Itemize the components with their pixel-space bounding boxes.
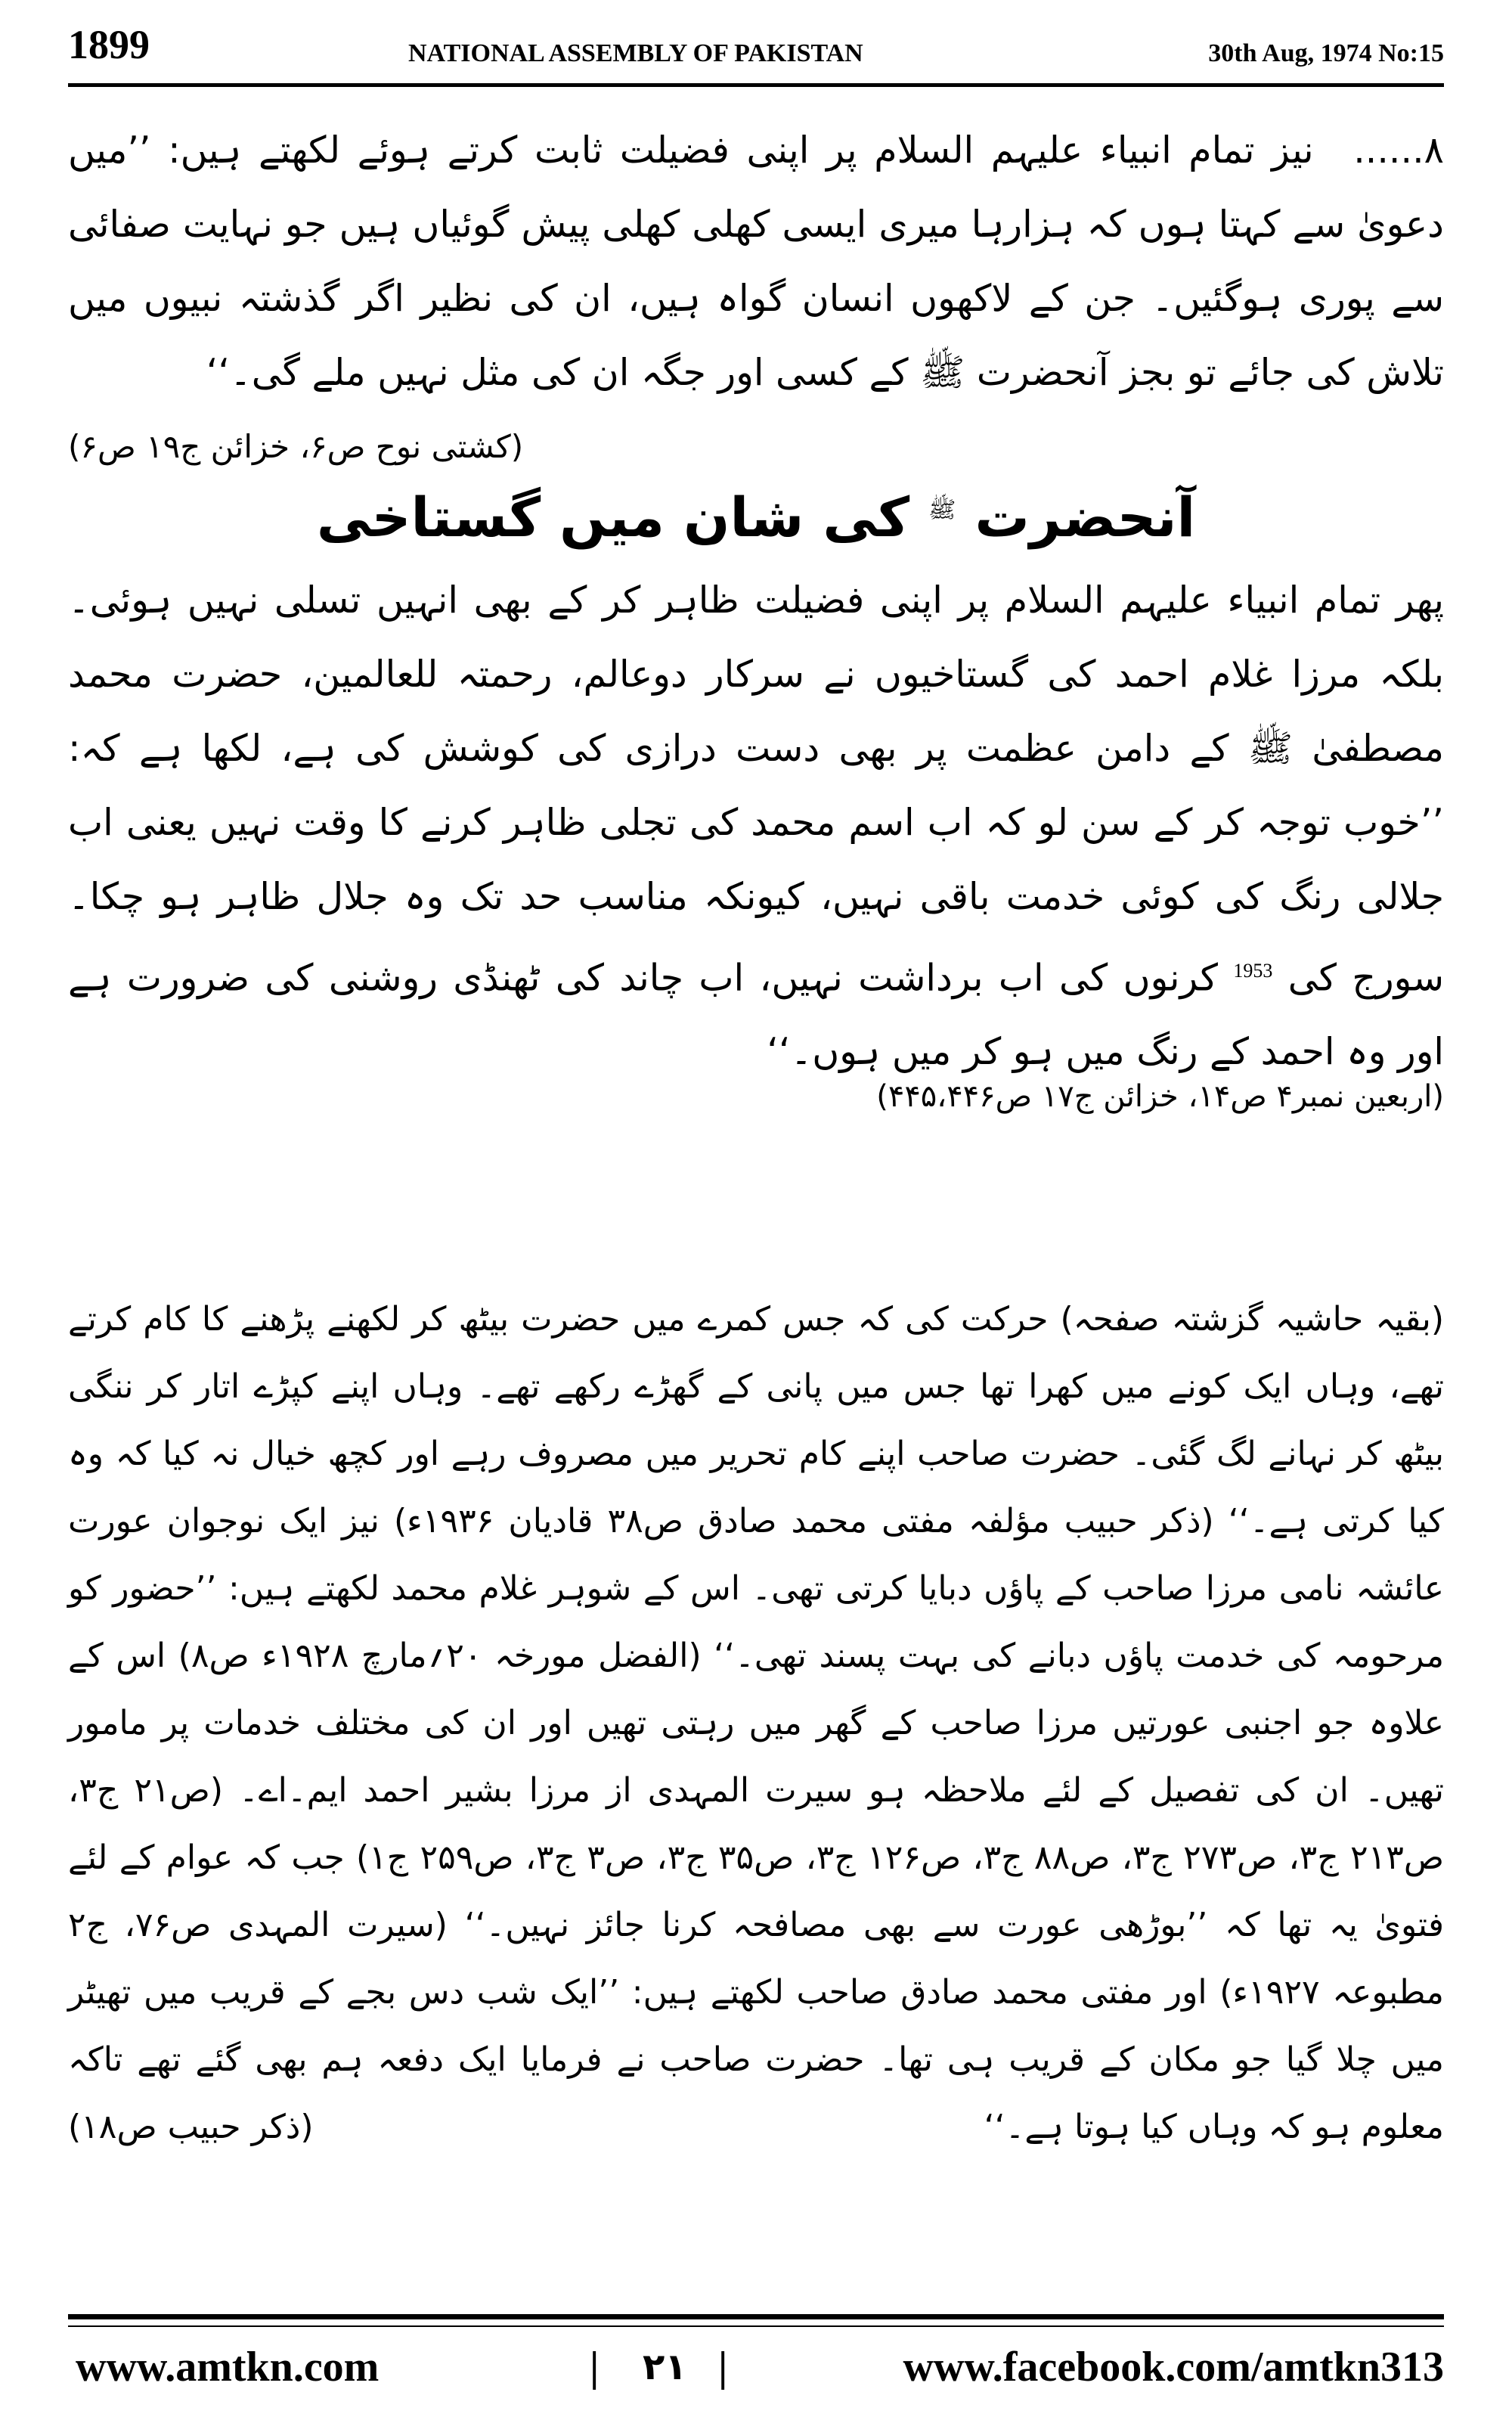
- honorific-glyph: ﷺ: [928, 497, 956, 523]
- paragraph-2: [68, 563, 1444, 1089]
- footer-separator: |: [718, 2344, 728, 2391]
- paragraph-2-reference: (اربعین نمبر۴ ص۱۴، خزائن ج۱۷ ص۴۴۵،۴۴۶): [876, 1079, 1444, 1114]
- footnote-paragraph: [68, 1286, 1444, 2161]
- section-heading: [68, 469, 1444, 559]
- header-title: NATIONAL ASSEMBLY OF PAKISTAN: [408, 39, 863, 67]
- footnote-reference: (ذکر حبیب ص۱۸): [68, 2108, 314, 2146]
- footer-separator: |: [590, 2344, 600, 2391]
- footer-rule-thin: [68, 2325, 1444, 2327]
- paragraph-2-text-a: پھر تمام انبیاء علیہم السلام پر اپنی فضیلت ظاہر کر کے بھی انہیں تسلی نہیں ہوئی۔ بلکہ مرزا غلام احمد کی گستاخیوں نے سرکار دوعالم، رحمتہ للعالمین، حضرت محمد مصطفیٰ ﷺ کے دامن عظمت پر بھی دست درازی کی کوشش کی ہے، لکھا ہے کہ: ’’خوب توجہ کر کے سن لو کہ اب اسم محمد کی تجلی ظاہر کرنے کا وقت نہیں یعنی اب جلالی رنگ کی کوئی خدمت باقی نہیں، کیونکہ مناسب حد تک وہ جلال ظاہر ہو چکا۔ سورج کی: [68, 579, 1445, 1000]
- paragraph-1-number: ۸......: [1353, 129, 1444, 172]
- page-footer: [68, 2337, 1444, 2397]
- page-header: [68, 21, 1444, 74]
- footer-rule-thick: [68, 2314, 1444, 2319]
- footnote-text: (بقیہ حاشیہ گزشتہ صفحہ) حرکت کی کہ جس کمرے میں حضرت بیٹھ کر لکھنے پڑھنے کا کام کرتے تھے، وہاں ایک کونے میں کھرا تھا جس میں پانی کے گھڑے رکھے تھے۔ وہاں اپنے کپڑے اتار کر ننگی بیٹھ کر نہانے لگ گئی۔ حضرت صاحب اپنے کام تحریر میں مصروف رہے اور کچھ خیال نہ کیا کہ وہ کیا کرتی ہے۔‘‘ (ذکر حبیب مؤلفہ مفتی محمد صادق ص۳۸ قادیان ۱۹۳۶ء) نیز ایک نوجوان عورت عائشہ نامی مرزا صاحب کے پاؤں دبایا کرتی تھی۔ اس کے شوہر غلام محمد لکھتے ہیں: ’’حضور کو مرحومہ کی خدمت پاؤں دبانے کی بہت پسند تھی۔‘‘ (الفضل مورخہ ۲۰؍مارچ ۱۹۲۸ء ص۸) اس کے علاوہ جو اجنبی عورتیں مرزا صاحب کے گھر میں رہتی تھیں اور ان کی مختلف خدمات پر مامور تھیں۔ ان کی تفصیل کے لئے ملاحظہ ہو سیرت المہدی از مرزا بشیر احمد ایم۔اے۔ (ص۲۱ ج۳، ص۲۱۳ ج۳، ص۲۷۳ ج۳، ص۸۸ ج۳، ص۱۲۶ ج۳، ص۳۵ ج۳، ص۳ ج۳، ص۲۵۹ ج۱) جب کہ عوام کے لئے فتویٰ یہ تھا کہ ’’بوڑھی عورت سے بھی مصافحہ کرنا جائز نہیں۔‘‘ (سیرت المہدی ص۷۶، ج۲ مطبوعہ ۱۹۲۷ء) اور مفتی محمد صادق صاحب لکھتے ہیں: ’’ایک شب دس بجے کے قریب میں تھیٹر میں چلا گیا جو مکان کے قریب ہی تھا۔ حضرت صاحب نے فرمایا ایک دفعہ ہم بھی گئے تھے تاکہ معلوم ہو کہ وہاں کیا ہوتا ہے۔‘‘: [68, 1300, 1445, 2146]
- paragraph-2-text-b: کرنوں کی اب برداشت نہیں، اب چاند کی ٹھنڈی روشنی کی ضرورت ہے اور وہ احمد کے رنگ میں ہو کر میں ہوں۔‘‘: [68, 956, 1444, 1074]
- heading-text-end: کی شان میں گستاخی: [316, 486, 910, 549]
- paragraph-1-text: نیز تمام انبیاء علیہم السلام پر اپنی فضیلت ثابت کرتے ہوئے لکھتے ہیں: ’’میں دعویٰ سے کہتا ہوں کہ ہزارہا میری ایسی کھلی کھلی پیش گوئیاں ہیں جو نہایت صفائی سے پوری ہوگئیں۔ جن کے لاکھوں انسان گواہ ہیں، ان کی نظیر اگر گذشتہ نبیوں میں تلاش کی جائے تو بجز آنحضرت ﷺ کے کسی اور جگہ ان کی مثل نہیں ملے گی۔‘‘: [68, 129, 1444, 394]
- paragraph-1: [68, 113, 1444, 484]
- footnote-marker: 1953: [1233, 960, 1273, 982]
- header-date-number: 30th Aug, 1974 No:15: [1208, 39, 1444, 67]
- footer-website-link[interactable]: www.amtkn.com: [76, 2344, 380, 2391]
- footer-facebook-link[interactable]: www.facebook.com/amtkn313: [903, 2344, 1444, 2391]
- paragraph-1-reference: (کشتی نوح ص۶، خزائن ج۱۹ ص۶): [68, 428, 524, 465]
- header-rule: [68, 83, 1444, 87]
- page-number: 1899: [68, 22, 150, 67]
- footer-page-number: ۲۱: [643, 2346, 687, 2388]
- heading-text-start: آنحضرت: [974, 486, 1196, 549]
